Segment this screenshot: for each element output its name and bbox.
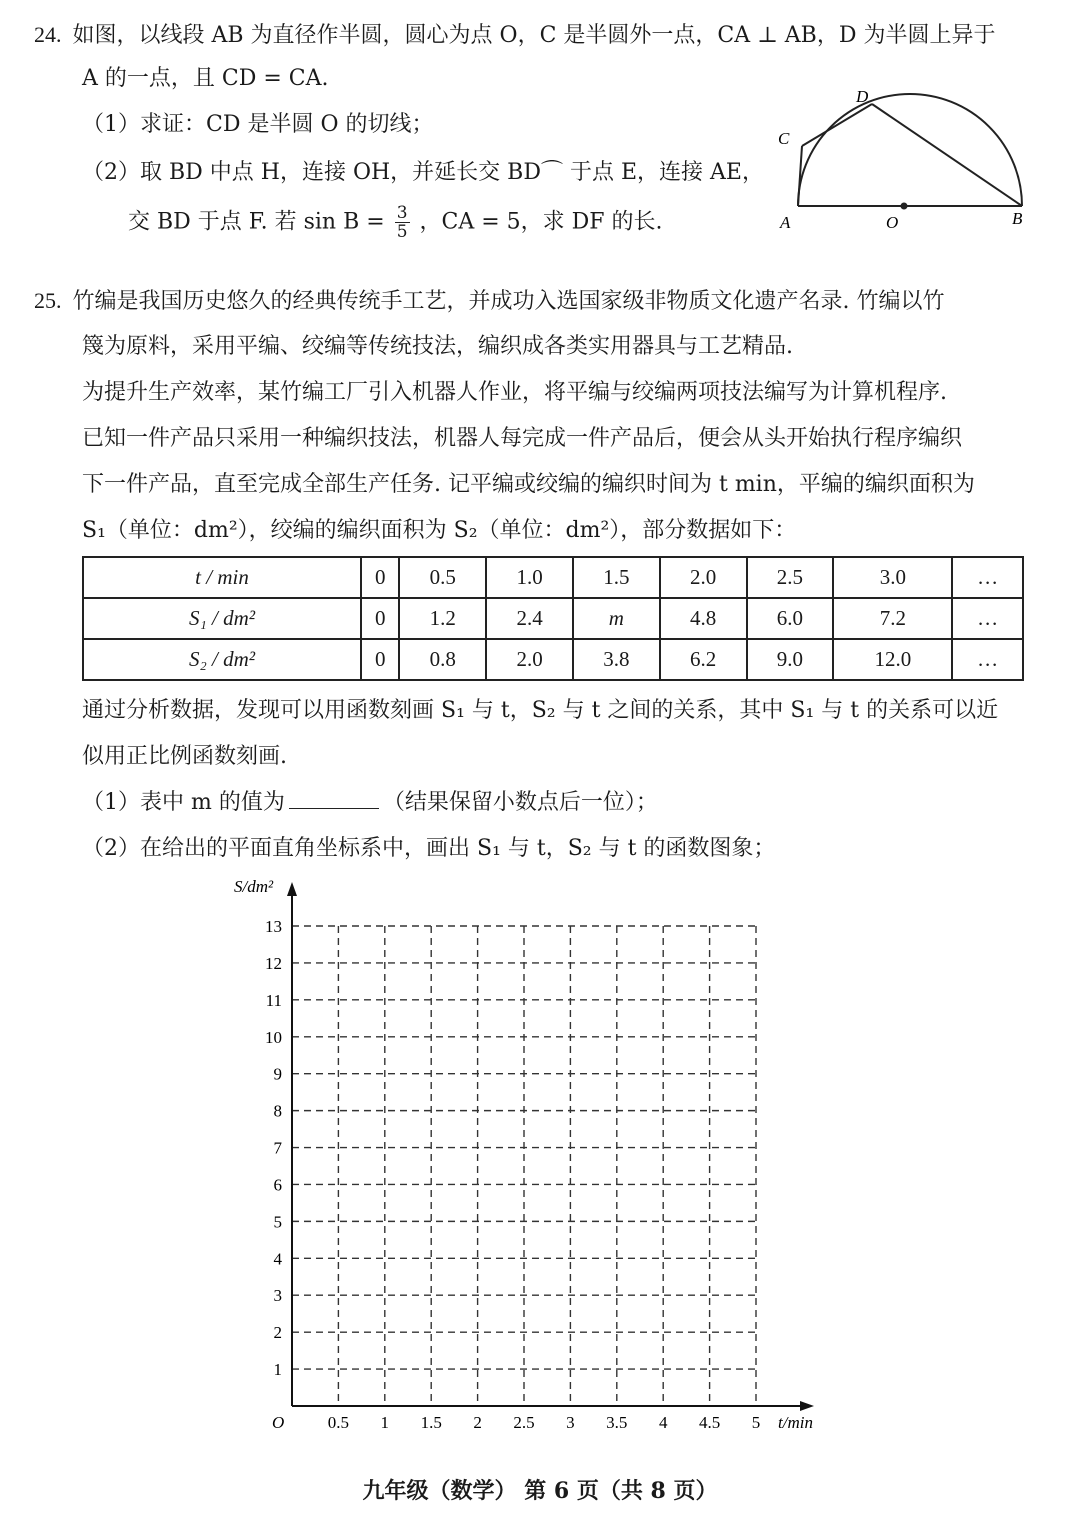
- table-cell: 6.0: [747, 598, 834, 639]
- table-cell: 2.0: [486, 639, 573, 680]
- y-axis-arrow: [287, 882, 297, 896]
- table-cell: 7.2: [833, 598, 952, 639]
- y-tick-label: 5: [273, 1212, 282, 1232]
- q25-part1: [82, 788, 658, 818]
- table-cell: 1.2: [399, 598, 486, 639]
- label-O: O: [886, 213, 899, 232]
- y-tick-label: 8: [273, 1101, 282, 1121]
- y-tick-label: 10: [265, 1027, 282, 1047]
- y-tick-label: 3: [273, 1286, 282, 1306]
- y-tick-label: 4: [273, 1249, 282, 1269]
- x-tick-label: 3: [566, 1413, 575, 1432]
- x-axis-arrow: [800, 1401, 814, 1411]
- q25-para2-line3: 下一件产品，直至完成全部生产任务. 记平编或绞编的编织时间为 t min，平编的编织面积为: [82, 472, 975, 497]
- table-cell: 2.0: [660, 557, 747, 598]
- y-tick-label: 2: [273, 1323, 282, 1343]
- table-cell: m: [573, 598, 660, 639]
- y-tick-label: 1: [273, 1360, 282, 1380]
- x-tick-label: 0.5: [327, 1413, 350, 1432]
- table-cell: …: [952, 639, 1023, 680]
- label-C: C: [778, 129, 790, 148]
- table-row: [83, 598, 1023, 639]
- q25-para1-line2: 篾为原料，采用平编、绞编等传统技法，编织成各类实用器具与工艺精品.: [82, 334, 793, 359]
- y-tick-label: 11: [265, 990, 282, 1010]
- y-tick-label: 6: [273, 1175, 282, 1195]
- q25-after-line1: 通过分析数据，发现可以用函数刻画 S₁ 与 t，S₂ 与 t 之间的关系，其中 S₁ 与 t 的关系可以近: [82, 698, 999, 723]
- x-axis-label: t/min: [778, 1413, 813, 1432]
- q25-para2-line1: 为提升生产效率，某竹编工厂引入机器人作业，将平编与绞编两项技法编写为计算机程序.: [82, 380, 947, 405]
- label-D: D: [856, 87, 869, 106]
- table-row: [83, 557, 1023, 598]
- table-cell: 12.0: [833, 639, 952, 680]
- q25-para1-line1: 竹编是我国历史悠久的经典传统手工艺，并成功入选国家级非物质文化遗产名录. 竹编以竹: [72, 289, 945, 314]
- table-cell: 1.5: [573, 557, 660, 598]
- label-B: B: [1012, 209, 1023, 228]
- table-cell: 1.0: [486, 557, 573, 598]
- table-row-header: S₂ / dm²: [83, 639, 361, 680]
- answer-blank[interactable]: [289, 788, 379, 809]
- x-tick-label: 5: [751, 1413, 761, 1432]
- q24-number: 24.: [34, 22, 62, 47]
- x-tick-label: 3.5: [606, 1413, 628, 1432]
- q24-line1: [34, 20, 995, 51]
- y-axis-label: S/dm²: [234, 877, 274, 896]
- table-cell: 0.8: [399, 639, 486, 680]
- y-tick-label: 12: [265, 953, 282, 973]
- center-point-O: [901, 203, 908, 210]
- table-row-header: S₁ / dm²: [83, 598, 361, 639]
- sin-fraction: [395, 204, 410, 241]
- sin-numerator: 3: [396, 203, 408, 223]
- origin-label: O: [272, 1413, 285, 1432]
- x-tick-label: 4: [658, 1413, 668, 1432]
- coordinate-grid-chart: [0, 870, 1080, 1450]
- segment-CD: [802, 104, 872, 146]
- semicircle-arc: [798, 94, 1022, 206]
- q24-line2: A 的一点，且 CD = CA.: [82, 66, 329, 91]
- table-cell: 0: [361, 598, 399, 639]
- table-row-header: t / min: [83, 557, 361, 598]
- q25-after-line2: 似用正比例函数刻画.: [82, 744, 287, 769]
- table-cell: 2.5: [747, 557, 834, 598]
- y-tick-label: 9: [273, 1064, 282, 1084]
- label-A: A: [780, 213, 791, 232]
- table-cell: 2.4: [486, 598, 573, 639]
- q24-stem-text: 如图，以线段 AB 为直径作半圆，圆心为点 O，C 是半圆外一点，CA ⊥ AB，D 为半圆上异于: [72, 23, 996, 48]
- q24-part2-line2: [128, 204, 663, 241]
- table-row: [83, 639, 1023, 680]
- table-cell: 3.0: [833, 557, 952, 598]
- q25-line1: [34, 286, 945, 317]
- q25-part1-text-b: （结果保留小数点后一位）；: [382, 790, 658, 815]
- segment-DB: [872, 104, 1022, 206]
- table-cell: 4.8: [660, 598, 747, 639]
- table-cell: 6.2: [660, 639, 747, 680]
- q24-part1: （1）求证：CD 是半圆 O 的切线；: [82, 112, 434, 137]
- q25-para2-line2: 已知一件产品只采用一种编织技法，机器人每完成一件产品后，便会从头开始执行程序编织: [82, 426, 963, 451]
- sin-denominator: 5: [396, 222, 408, 242]
- q24-part2-line1: （2）取 BD 中点 H，连接 OH，并延长交 BD⌒ 于点 E，连接 AE，: [82, 160, 764, 185]
- table-cell: …: [952, 598, 1023, 639]
- y-tick-label: 13: [265, 917, 282, 936]
- page-footer: 九年级（数学） 第 6 页（共 8 页）: [362, 1478, 718, 1504]
- x-tick-label: 1.5: [420, 1413, 442, 1432]
- semicircle-figure: [770, 84, 1040, 234]
- q24-part2-text-a: 交 BD 于点 F. 若 sin B =: [128, 209, 385, 235]
- q25-number: 25.: [34, 288, 62, 313]
- table-cell: 9.0: [747, 639, 834, 680]
- table-cell: 3.8: [573, 639, 660, 680]
- grid-lines: [292, 926, 756, 1406]
- x-tick-label: 1: [380, 1413, 390, 1432]
- x-tick-label: 2: [473, 1413, 482, 1432]
- x-tick-label: 4.5: [698, 1413, 721, 1432]
- tick-labels: [265, 917, 760, 1432]
- q25-part2: （2）在给出的平面直角坐标系中，画出 S₁ 与 t，S₂ 与 t 的函数图象；: [82, 836, 776, 861]
- x-tick-label: 2.5: [513, 1413, 535, 1432]
- data-table: [82, 556, 1024, 681]
- table-cell: 0: [361, 557, 399, 598]
- q25-part1-text-a: （1）表中 m 的值为: [82, 790, 285, 815]
- q25-para2-line4: S₁（单位：dm²），绞编的编织面积为 S₂（单位：dm²），部分数据如下：: [82, 518, 797, 543]
- y-tick-label: 7: [273, 1138, 282, 1158]
- table-cell: …: [952, 557, 1023, 598]
- table-cell: 0.5: [399, 557, 486, 598]
- table-cell: 0: [361, 639, 399, 680]
- q24-part2-text-b: ，CA = 5，求 DF 的长.: [419, 209, 663, 235]
